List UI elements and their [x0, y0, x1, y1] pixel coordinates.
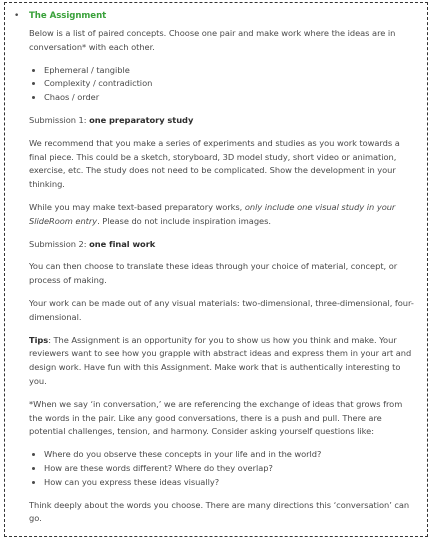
materials-paragraph: Your work can be made out of any visual materials: two-dimensional, three-dimensional, four-dimensional.	[29, 297, 414, 322]
textbased-paragraph	[29, 201, 417, 229]
closing-paragraph: Think deeply about the words you choose. There are many directions this ‘conversation’ can go.	[29, 499, 410, 524]
concept-item: • Ephemeral / tangible	[44, 64, 417, 78]
submission-1-heading	[29, 114, 417, 128]
question-item: • How can you express these ideas visually?	[44, 476, 417, 490]
intro-paragraph: Below is a list of paired concepts. Choose one pair and make work where the ideas are in conversation* with each other.	[29, 28, 396, 52]
tips-paragraph	[29, 334, 417, 389]
translate-paragraph: You can then choose to translate these ideas through your choice of material, concept, or process of making.	[29, 261, 398, 286]
tips-text: : The Assignment is an opportunity for you to show us how you think and make. Your reviewers want to see how you grapple with abstract ideas and express them in your art and design work. Have fun with this Assignment. Make work that is authentically interesting to you.	[29, 334, 412, 386]
assignment-content	[29, 10, 417, 535]
textbased-start: While you may make text-based preparatory works,	[29, 201, 245, 212]
submission-2-label: Submission 2:	[29, 238, 90, 249]
submission-2-heading	[29, 238, 417, 252]
assignment-title: The Assignment	[29, 11, 107, 21]
question-item: • How are these words different? Where do they overlap?	[44, 462, 417, 476]
recommend-paragraph: We recommend that you make a series of experiments and studies as you work towards a final piece. This could be a sketch, storyboard, 3D model study, short video or animation, exercise, etc. The study does not need to be complicated. Show the development in your thinking.	[29, 137, 400, 190]
submission-1-title: one preparatory study	[89, 114, 194, 125]
concept-list	[29, 64, 417, 105]
assignment-panel	[4, 2, 428, 537]
submission-1-label: Submission 1:	[29, 114, 90, 125]
question-item: • Where do you observe these concepts in your life and in the world?	[44, 448, 417, 462]
list-bullet-icon: •	[14, 11, 20, 21]
concept-item: • Complexity / contradiction	[44, 77, 417, 91]
textbased-end: . Please do not include inspiration images.	[97, 215, 271, 226]
tips-label: Tips	[29, 334, 49, 345]
concept-item: • Chaos / order	[44, 91, 417, 105]
textbased-italic: only include one visual study in your SlideRoom entry	[29, 201, 396, 226]
conversation-paragraph: *When we say ‘in conversation,’ we are referencing the exchange of ideas that grows from the words in the pair. Like any good conversations, there is a push and pull. There are potential challenges, tension, and harmony. Consider asking yourself questions like:	[29, 398, 403, 437]
question-list	[29, 448, 417, 489]
submission-2-title: one final work	[89, 238, 156, 249]
